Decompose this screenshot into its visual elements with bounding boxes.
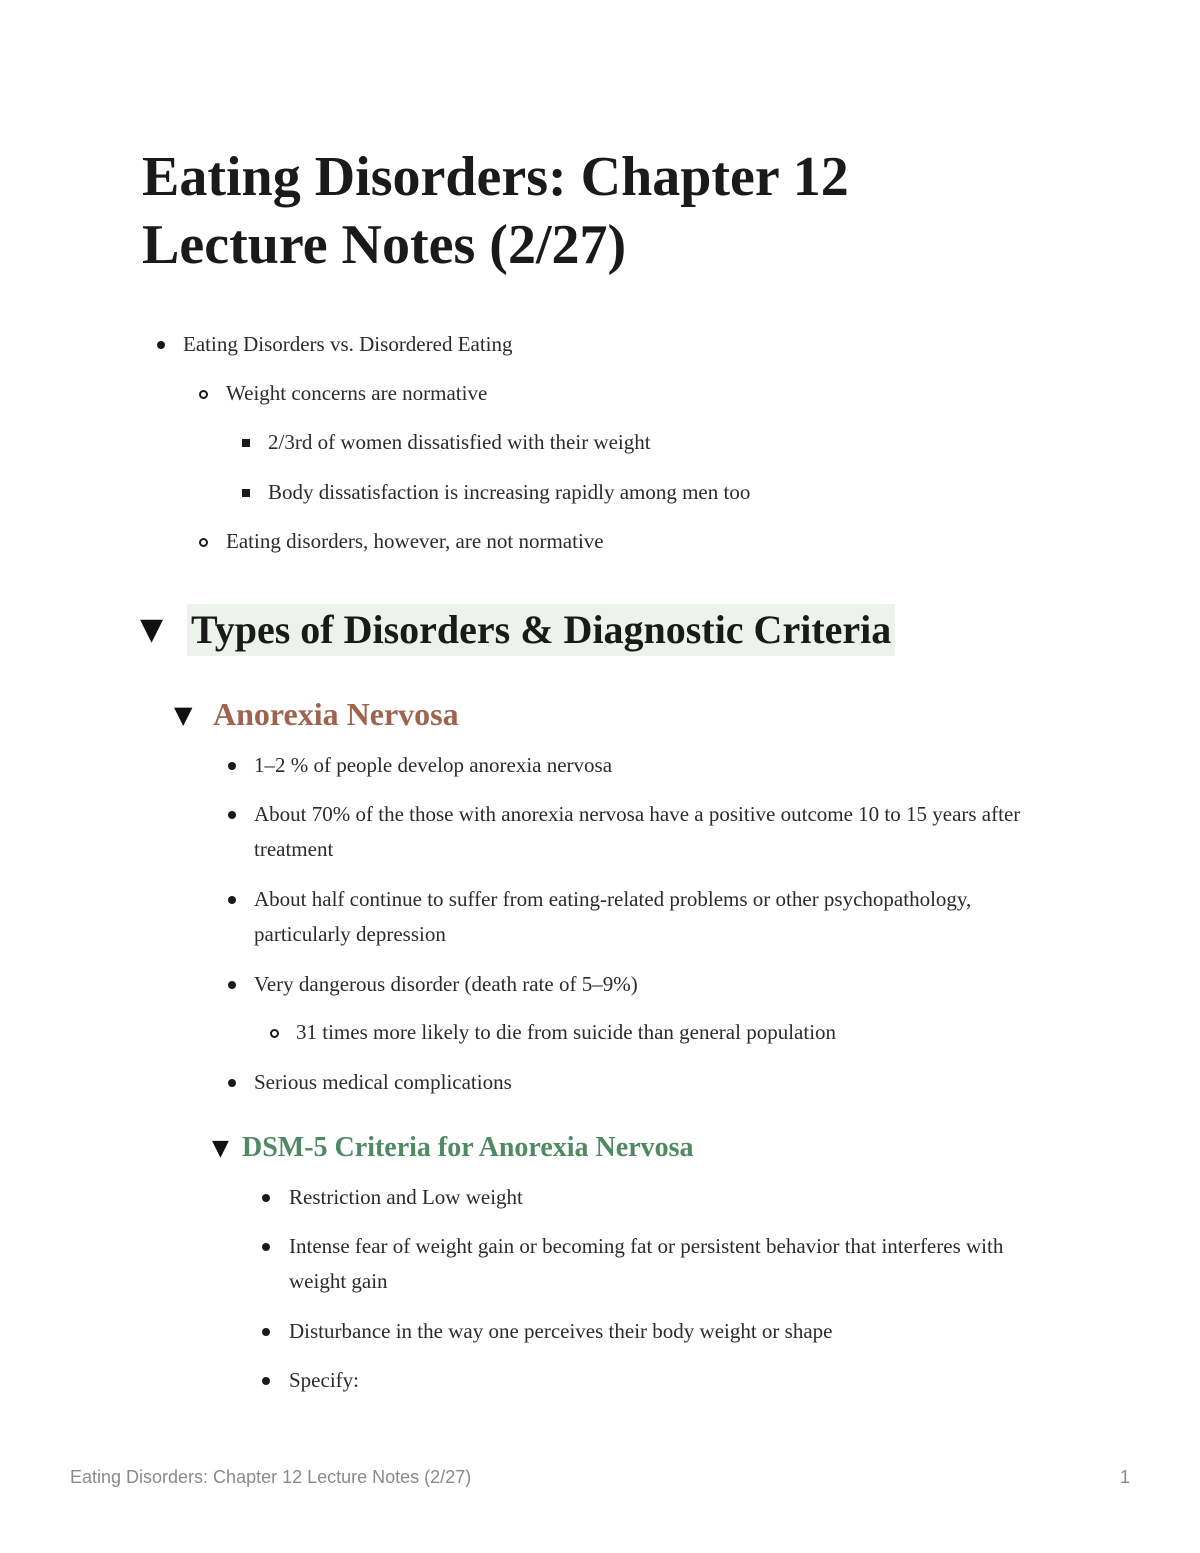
- list-item: Disturbance in the way one perceives their body weight or shape: [289, 1319, 833, 1343]
- list-item: 31 times more likely to die from suicide than general population: [296, 1020, 837, 1044]
- triangle-down-icon[interactable]: ▼: [140, 612, 164, 647]
- list-item: Very dangerous disorder (death rate of 5–9%): [254, 972, 638, 996]
- list-item: Intense fear of weight gain or becoming fat or persistent behavior that interferes with weight gain: [289, 1234, 1004, 1293]
- bullet-disc-icon: [228, 811, 236, 819]
- bullet-disc-icon: [262, 1194, 270, 1202]
- bullet-disc-icon: [157, 341, 165, 349]
- bullet-circle-icon: [199, 390, 208, 399]
- list-item: Eating Disorders vs. Disordered Eating: [183, 332, 513, 356]
- list-item: Body dissatisfaction is increasing rapidly among men too: [268, 480, 751, 504]
- subsection-heading: Anorexia Nervosa: [213, 696, 459, 732]
- list-item: Eating disorders, however, are not normative: [226, 529, 604, 553]
- triangle-down-icon[interactable]: ▼: [174, 701, 193, 729]
- subsection-heading: DSM-5 Criteria for Anorexia Nervosa: [242, 1132, 694, 1163]
- bullet-disc-icon: [228, 981, 236, 989]
- bullet-square-icon: [242, 439, 250, 447]
- list-item: 1–2 % of people develop anorexia nervosa: [254, 753, 613, 777]
- list-item: Specify:: [289, 1368, 359, 1392]
- bullet-disc-icon: [262, 1243, 270, 1251]
- bullet-disc-icon: [228, 896, 236, 904]
- bullet-square-icon: [242, 489, 250, 497]
- list-item: Weight concerns are normative: [226, 381, 488, 405]
- list-item: 2/3rd of women dissatisfied with their weight: [268, 430, 651, 454]
- footer-title: Eating Disorders: Chapter 12 Lecture Notes (2/27): [70, 1467, 472, 1487]
- section-heading: Types of Disorders & Diagnostic Criteria: [187, 604, 895, 656]
- bullet-disc-icon: [262, 1377, 270, 1385]
- list-item: Serious medical complications: [254, 1070, 512, 1094]
- bullet-circle-icon: [199, 538, 208, 547]
- bullet-circle-icon: [270, 1029, 279, 1038]
- bullet-disc-icon: [262, 1328, 270, 1336]
- list-item: About 70% of the those with anorexia nervosa have a positive outcome 10 to 15 years after treatment: [254, 802, 1021, 861]
- page-title: Eating Disorders: Chapter 12 Lecture Notes (2/27): [142, 146, 849, 276]
- list-item: About half continue to suffer from eating-related problems or other psychopathology, particularly depression: [254, 887, 972, 946]
- page-number: 1: [1119, 1467, 1130, 1487]
- list-item: Restriction and Low weight: [289, 1185, 523, 1209]
- bullet-disc-icon: [228, 1079, 236, 1087]
- triangle-down-icon[interactable]: ▼: [212, 1136, 229, 1161]
- bullet-disc-icon: [228, 762, 236, 770]
